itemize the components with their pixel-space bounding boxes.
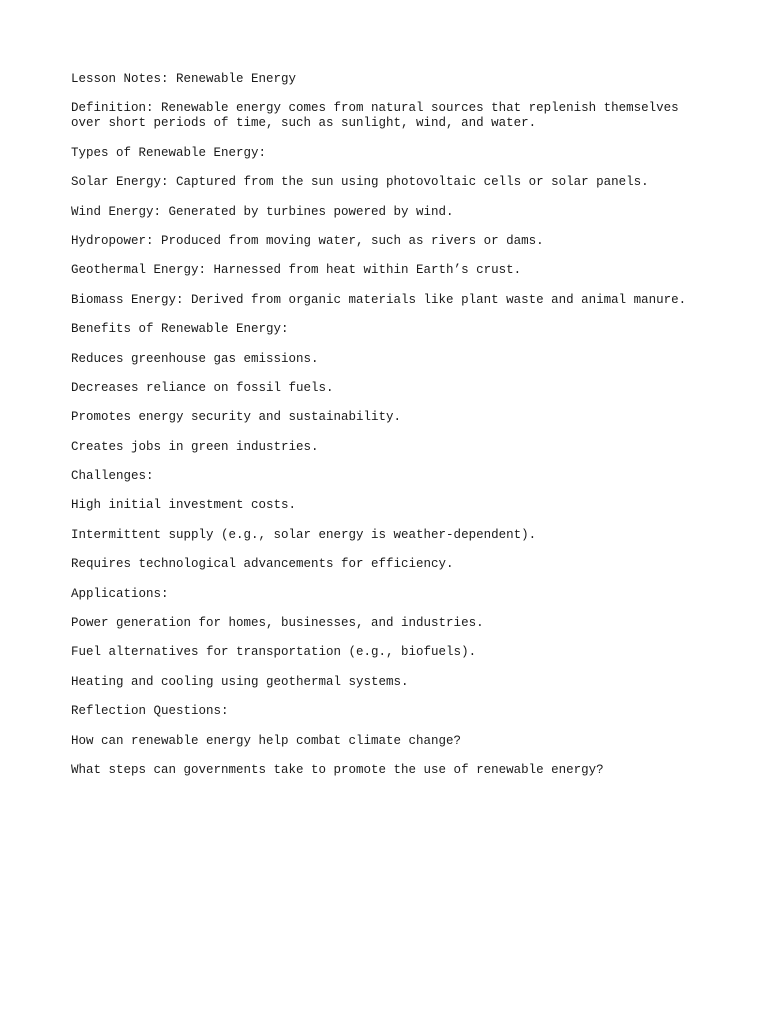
document-title: Lesson Notes: Renewable Energy: [71, 72, 297, 86]
benefits-item: Promotes energy security and sustainability.: [71, 410, 402, 425]
reflection-heading: Reflection Questions:: [71, 704, 229, 719]
types-item-biomass: Biomass Energy: Derived from organic materials like plant waste and animal manure.: [71, 292, 687, 307]
types-heading: Types of Renewable Energy:: [71, 145, 267, 160]
types-item-wind: Wind Energy: Generated by turbines powered by wind.: [71, 204, 454, 219]
applications-item: Power generation for homes, businesses, and industries.: [71, 616, 484, 631]
types-item-solar: Solar Energy: Captured from the sun using photovoltaic cells or solar panels.: [71, 175, 649, 190]
challenges-item: Intermittent supply (e.g., solar energy is weather-dependent).: [71, 527, 537, 542]
reflection-question: What steps can governments take to promote the use of renewable energy?: [71, 762, 604, 777]
definition-paragraph: Definition: Renewable energy comes from natural sources that replenish themselves over short periods of time, such as sunlight, wind, and water.: [71, 101, 687, 131]
types-item-geothermal: Geothermal Energy: Harnessed from heat within Earth’s crust.: [71, 263, 522, 278]
benefits-item: Decreases reliance on fossil fuels.: [71, 380, 334, 395]
challenges-item: High initial investment costs.: [71, 498, 297, 513]
benefits-item: Reduces greenhouse gas emissions.: [71, 351, 319, 366]
reflection-question: How can renewable energy help combat climate change?: [71, 733, 462, 748]
types-item-hydropower: Hydropower: Produced from moving water, such as rivers or dams.: [71, 233, 544, 248]
benefits-heading: Benefits of Renewable Energy:: [71, 322, 289, 337]
applications-heading: Applications:: [71, 586, 169, 601]
applications-item: Heating and cooling using geothermal systems.: [71, 674, 409, 689]
document-page: [71, 72, 711, 792]
challenges-item: Requires technological advancements for efficiency.: [71, 557, 454, 572]
benefits-item: Creates jobs in green industries.: [71, 439, 319, 454]
challenges-heading: Challenges:: [71, 469, 154, 484]
applications-item: Fuel alternatives for transportation (e.g., biofuels).: [71, 645, 477, 660]
